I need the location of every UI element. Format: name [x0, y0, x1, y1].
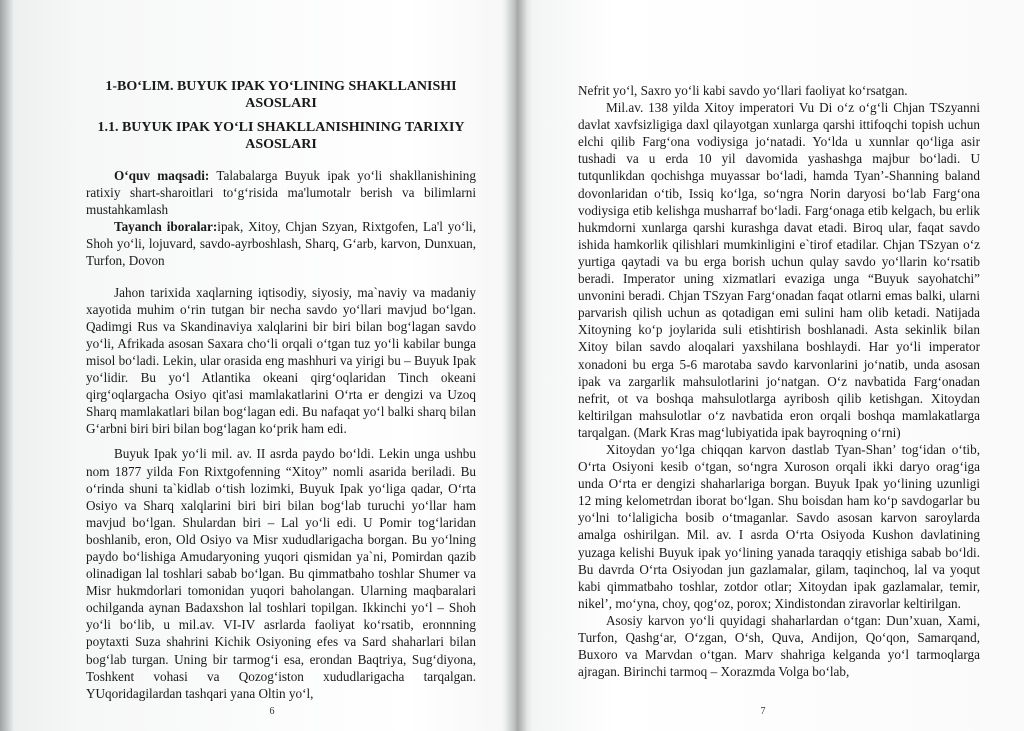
section-title-line2: ASOSLARI: [245, 137, 317, 152]
body-paragraph: Buyuk Ipak yo‘li mil. av. II asrda paydo bo‘ldi. Lekin unga ushbu nom 1877 yilda Fon Rixtgofenning “Xitoy” nomli asarida beriladi. Bu o‘rinda shuni ta`kidlab o‘tish lozimki, Buyuk Ipak yo‘liga qadar, O‘rta Osiyo va Sharq xalqlarini biri biri bilan bog‘lab turuchi yo‘llar ham mavjud bo‘lgan. Shulardan biri – Lal yo‘li edi. U Pomir tog‘laridan boshlanib, eron, Old Osiyo va Misr xududlarigacha borgan. Bu yo‘lning paydo bo‘lishiga Amudaryoning yuqori qismidan ya`ni, Pomirdan qazib olinadigan lal toshlari sabab bo‘lgan. Bu qimmatbaho toshlar Shumer va Misr hukmdorlari tomonidan yuqori baholangan. Ularning maqbaralari ochilganda aynan Badaxshon lal toshlari topilgan. Ikkinchi yo‘l – Shoh yo‘li bo‘lib, u mil.av. VI-IV asrlarda faoliyat ko‘rsatib, eronnning poytaxti Suza shahrini Kichik Osiyoning efes va Sard shaharlari bilan bog‘lab turgan. Uning bir tarmog‘i esa, erondan Baqtriya, Sug‘diyona, Toshkent vohasi va Qozog‘iston xududlarigacha tarqalgan. YUqoridagilardan tashqari yana Oltin yo‘l,: [86, 446, 476, 701]
learning-goal-paragraph: [86, 167, 476, 218]
key-terms-label: Tayanch iboralar:: [114, 219, 218, 235]
body-paragraph: Asosiy karvon yo‘li quyidagi shaharlardan o‘tgan: Dun’xuan, Xami, Turfon, Qashg‘ar, O‘zgan, O‘sh, Quva, Andijon, Qo‘qon, Samarqand, Buxoro va Marvdan o‘tgan. Marv shahriga kelganda yo‘l tarmoqlarga ajragan. Birinchi tarmoq – Xorazmda Volga bo‘lab,: [578, 612, 980, 680]
right-page: [522, 0, 1024, 731]
learning-goal-label: O‘quv maqsadi:: [114, 168, 210, 183]
body-paragraph: Mil.av. 138 yilda Xitoy imperatori Vu Di o‘z o‘g‘li Chjan TSzyanni davlat xavfsizligiga daxl qilayotgan xunlarga qarshi ittifoqchi topish uchun elchi qilib Farg‘ona vodiysiga jo‘natadi. Yo‘lda u xunnlar qo‘liga asir tushadi va u erda 10 yil davomida yashashga majbur bo‘ladi. U tutqunlikdan qochishga muyassar bo‘ladi, hamda Tyan’-Shanning baland dovonlaridan o‘tib, Issiq ko‘lga, so‘ngra Norin daryosi bo‘lab Farg‘ona vodiysiga etib kelishga musharraf bo‘ladi. Farg‘onaga etib kelgach, bu erlik hukmdorni xunlarga qarshi kurashga davat etadi. Biroq ular, faqat savdo ishida hamkorlik qilishlari mumkinligini e`tirof etadilar. Chjan TSzyan o‘z yurtiga qaytadi va bu erga borish uchun qulay savdo yo‘llarin ko‘rsatib beradi. Imperator uning xizmatlari evaziga unga “Buyuk sayohatchi” unvonini beradi. Chjan TSzyan Farg‘onadan faqat otlarni emas balki, ularni parvarish qilish uchun as qotadigan emi sulini ham olib ketadi. Natijada Xitoyning ko‘p joylarida suli etishtirish boshlanadi. Asta sekinlik bilan Xitoy bilan savdo aloqalari yaxshilana boshlaydi. Har yo‘li imperator xonadoni bu erga 5-6 marotaba savdo karvonlarini jo‘natib, unda asosan ipak va zargarlik mahsulotlarini jo‘natgan. O‘z navbatida Farg‘onadan nefrit, ot va boshqa mahsulotlarga ayribosh qilib ketishgan. Xitoydan keltirilgan mahsulotlar o‘z navbatida eron orqali boshqa mamlakatlarga tarqalgan. (Mark Kras mag‘lubiyatida ipak bayroqning o‘rni): [578, 100, 980, 440]
key-terms-paragraph: [86, 218, 476, 269]
key-terms-text: ipak, Xitoy, Chjan Szyan, Rixtgofen, La'l yo‘li, Shoh yo‘li, lojuvard, savdo-ayrboshlash, Sharq, G‘arb, karvon, Dunxuan, Turfon, Dovon: [86, 219, 477, 269]
page-number: 7: [760, 706, 766, 717]
section-title: [86, 119, 476, 153]
body-paragraph: Jahon tarixida xaqlarning iqtisodiy, siyosiy, ma`naviy va madaniy xayotida muhim o‘rin tutgan bir necha savdo yo‘llari mavjud bo‘lgan. Qadimgi Rus va Skandinaviya xalqlarini bir biri bilan bog‘lagan savdo yo‘li, Afrikada asosan Saxara cho‘li orqali o‘tgan tuz yo‘li kabilar bunga misol bo‘ladi. Lekin, ular orasida eng mashhuri va yirigi bu – Buyuk Ipak yo‘lidir. Bu yo‘l Atlantika okeani qirg‘oqlaridan Tinch okeani qirg‘oqlargacha Osiyo qit'asi mamlakatlarini O‘rta er dengizi va Uzoq Sharq mamlakatlari bilan bog‘lagan edi. Bu nafaqat yo‘l balki sharq bilan G‘arbni biri biri bilan bog‘lagan ko‘prik ham edi.: [86, 284, 476, 437]
body-paragraph: Nefrit yo‘l, Saxro yo‘li kabi savdo yo‘llari faoliyat ko‘rsatgan.: [578, 83, 908, 98]
chapter-title-line2: ASOSLARI: [245, 96, 317, 111]
body-paragraph: Xitoydan yo‘lga chiqqan karvon dastlab Tyan-Shan’ tog‘idan o‘tib, O‘rta Osiyoni kesib o‘tgan, so‘ngra Xuroson orqali ikki daryo orag‘iga unda O‘rta er dengizi shaharlariga borgan. Buyuk Ipak yo‘lining uzunligi 12 ming kelometrdan iborat bo‘lgan. Shu boisdan ham ko‘p savdogarlar bu yo‘lni to‘laligicha bosib o‘tmaganlar. Savdo asosan karvon saroylarda amalga oshirilgan. Mil. av. I asrda O‘rta Osiyoda Kushon davlatining yuzaga kelishi Buyuk ipak yo‘lining yanada taraqqiy etishiga sabab bo‘ldi. Bu davrda O‘rta Osiyodan jun gazlamalar, gilam, taqinchoq, lal va yoqut kabi qimmatbaho toshlar, zotdor otlar; Xitoydan ipak gazlamalar, temir, nikel’, mo‘yna, choy, qog‘oz, porox; Xindistondan ziravorlar keltirilgan.: [578, 441, 980, 611]
page-number: 6: [269, 706, 275, 717]
learning-goal-text: Talabalarga Buyuk ipak yo‘li shakllanishining ratixiy shart-sharoitlari to‘g‘risida ma'lumotalr berish va bilimlarni mustahkamlash: [86, 168, 476, 218]
chapter-title: [86, 78, 476, 112]
chapter-title-line1: 1-BO‘LIM. BUYUK IPAK YO‘LINING SHAKLLANISHI: [105, 79, 457, 94]
section-title-line1: 1.1. BUYUK IPAK YO‘LI SHAKLLANISHINING TARIXIY: [97, 120, 465, 135]
